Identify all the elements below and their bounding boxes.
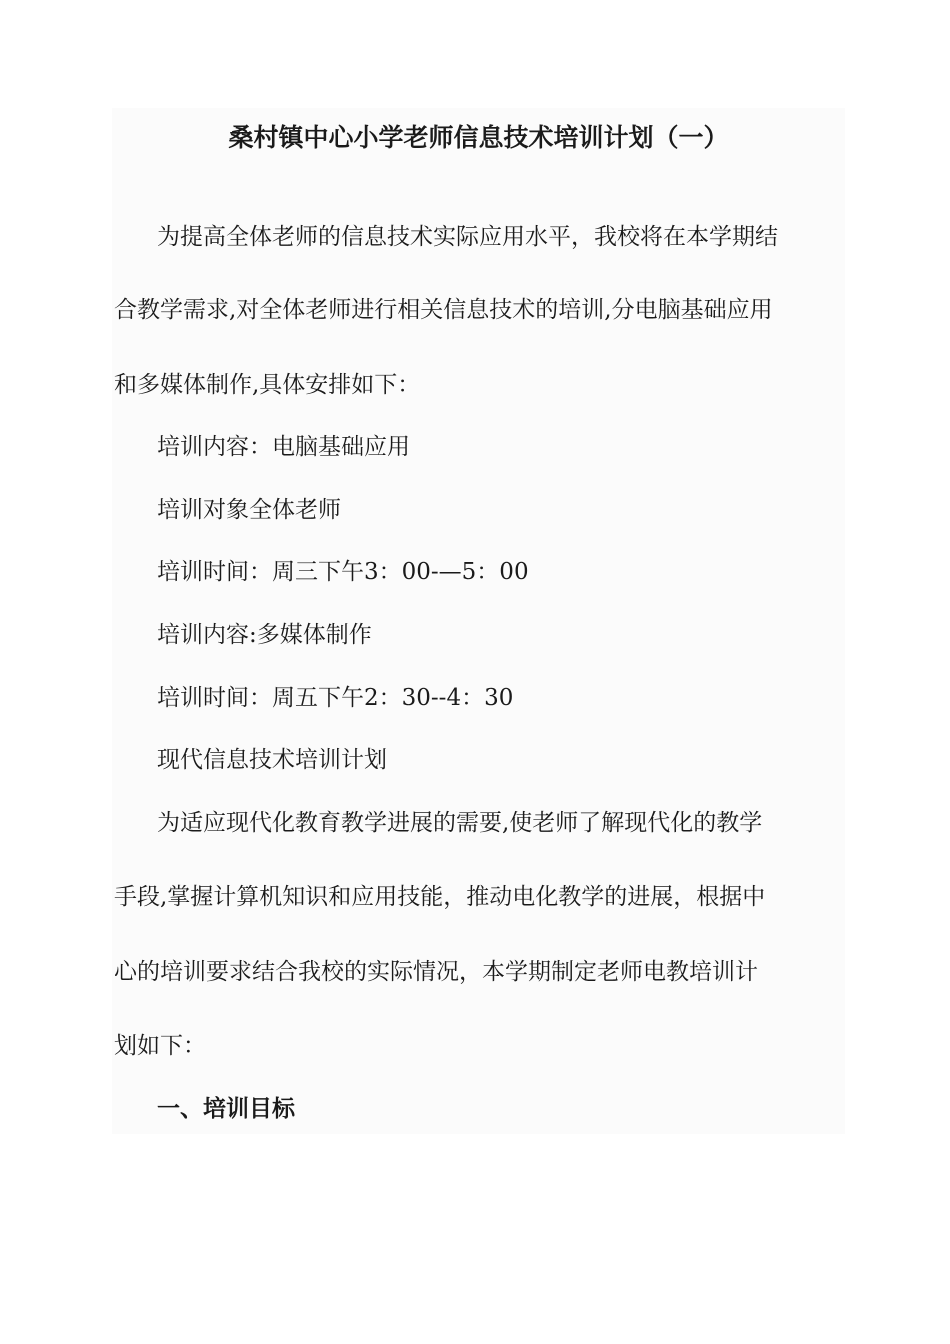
training-time-line: 培训时间：周五下午2：30--4：30 [157, 685, 514, 711]
training-content-line: 培训内容:多媒体制作 [157, 622, 372, 648]
paragraph-line: 为适应现代化教育教学进展的需要,使老师了解现代化的教学 [157, 810, 763, 836]
paragraph-line: 心的培训要求结合我校的实际情况，本学期制定老师电教培训计 [114, 959, 758, 985]
paragraph-line: 划如下： [114, 1033, 206, 1059]
paragraph-line: 为提高全体老师的信息技术实际应用水平，我校将在本学期结 [157, 224, 778, 250]
paragraph-line: 手段,掌握计算机知识和应用技能，推动电化教学的进展，根据中 [114, 884, 766, 910]
section-heading: 一、培训目标 [157, 1096, 295, 1122]
training-time-line: 培训时间：周三下午3：00-—5：00 [157, 559, 529, 585]
training-audience-line: 培训对象全体老师 [157, 497, 341, 523]
paragraph-line: 合教学需求,对全体老师进行相关信息技术的培训,分电脑基础应用 [114, 297, 773, 323]
paragraph-line: 和多媒体制作,具体安排如下： [114, 372, 421, 398]
document-title: 桑村镇中心小学老师信息技术培训计划（一） [228, 123, 729, 152]
training-content-line: 培训内容：电脑基础应用 [157, 434, 410, 460]
subtitle-line: 现代信息技术培训计划 [157, 747, 387, 773]
